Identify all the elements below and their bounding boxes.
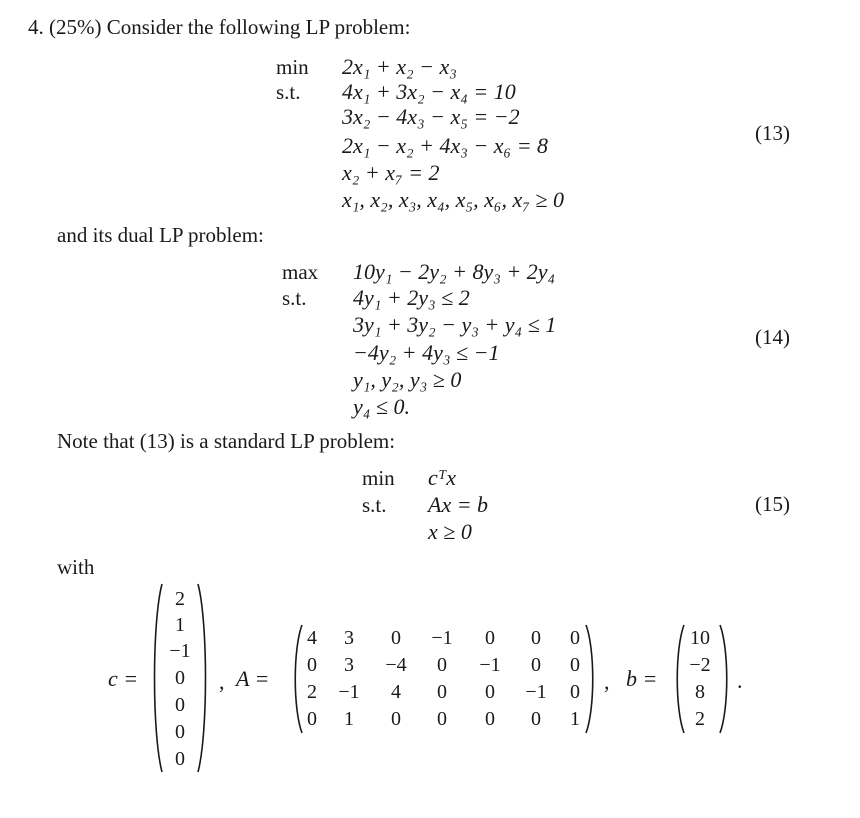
A-entry: 0	[570, 681, 580, 703]
A-entry: −1	[525, 681, 547, 703]
dual-st-keyword: s.t.	[282, 286, 307, 310]
A-entry: 3	[344, 627, 354, 649]
A-entry: 0	[570, 654, 580, 676]
primal-st-keyword: s.t.	[276, 80, 301, 104]
dual-objective: 10y₁ − 2y₂ + 8y₃ + 2y₄	[353, 259, 556, 284]
b-entry: −2	[689, 654, 711, 676]
separator-comma: ,	[219, 669, 225, 694]
c-label: c =	[108, 666, 139, 691]
A-entry: 0	[437, 654, 447, 676]
primal-constraint-1: 4x₁ + 3x₂ − x₄ = 10	[342, 79, 516, 104]
b-entry: 8	[695, 681, 705, 703]
b-entry: 10	[690, 627, 710, 649]
problem-weight: (25%)	[49, 15, 102, 39]
equation-number-13: (13)	[755, 121, 790, 145]
primal-constraint-4: x₂ + x₇ = 2	[342, 160, 440, 185]
A-entry: −1	[479, 654, 501, 676]
primal-min-keyword: min	[276, 55, 309, 79]
c-right-paren	[196, 582, 210, 774]
standard-objective: cᵀx	[428, 465, 457, 490]
A-entry: 0	[531, 627, 541, 649]
problem-header	[28, 17, 410, 38]
standard-st-keyword: s.t.	[362, 493, 387, 517]
A-entry: −4	[385, 654, 407, 676]
A-entry: 4	[391, 681, 401, 703]
A-entry: 0	[485, 681, 495, 703]
b-label: b =	[626, 666, 658, 691]
A-entry: 0	[307, 708, 317, 730]
A-entry: −1	[338, 681, 360, 703]
equation-number-15: (15)	[755, 492, 790, 516]
A-entry: 0	[485, 627, 495, 649]
b-right-paren	[718, 623, 732, 735]
A-entry: 0	[570, 627, 580, 649]
separator-comma: ,	[604, 669, 610, 694]
equation-number-14: (14)	[755, 325, 790, 349]
A-entry: 3	[344, 654, 354, 676]
dual-sign-constraint-1: y₁, y₂, y₃ ≥ 0	[353, 367, 462, 392]
A-entry: 0	[307, 654, 317, 676]
dual-constraint-2: 3y₁ + 3y₂ − y₃ + y₄ ≤ 1	[353, 312, 557, 337]
A-entry: 0	[531, 708, 541, 730]
A-entry: 4	[307, 627, 317, 649]
c-entry: 0	[175, 694, 185, 716]
c-entry: 2	[175, 588, 185, 610]
primal-constraint-3: 2x₁ − x₂ + 4x₃ − x₆ = 8	[342, 133, 549, 158]
problem-intro: Consider the following LP problem:	[106, 15, 411, 39]
primal-nonnegativity: x₁, x₂, x₃, x₄, x₅, x₆, x₇ ≥ 0	[342, 187, 564, 212]
A-entry: 0	[437, 708, 447, 730]
primal-objective: 2x₁ + x₂ − x₃	[342, 54, 457, 79]
standard-min-keyword: min	[362, 466, 395, 490]
A-entry: 1	[570, 708, 580, 730]
A-entry: 2	[307, 681, 317, 703]
standard-constraint-eq: Ax = b	[428, 492, 489, 517]
A-entry: −1	[431, 627, 453, 649]
c-entry: 1	[175, 614, 185, 636]
A-entry: 0	[531, 654, 541, 676]
problem-number: 4.	[28, 15, 44, 39]
end-period: .	[737, 668, 743, 693]
A-entry: 0	[437, 681, 447, 703]
A-entry: 0	[485, 708, 495, 730]
c-entry: 0	[175, 748, 185, 770]
b-entry: 2	[695, 708, 705, 730]
A-entry: 0	[391, 708, 401, 730]
c-entry: −1	[169, 640, 191, 662]
dual-sign-constraint-2: y₄ ≤ 0.	[353, 394, 410, 419]
dual-max-keyword: max	[282, 260, 319, 284]
primal-constraint-2: 3x₂ − 4x₃ − x₅ = −2	[342, 104, 520, 129]
A-label: A =	[236, 666, 270, 691]
note-text: Note that (13) is a standard LP problem:	[57, 429, 396, 453]
A-entry: 1	[344, 708, 354, 730]
c-entry: 0	[175, 721, 185, 743]
A-entry: 0	[391, 627, 401, 649]
c-entry: 0	[175, 667, 185, 689]
standard-constraint-nonneg: x ≥ 0	[428, 519, 472, 544]
dual-intro-text: and its dual LP problem:	[57, 223, 264, 247]
dual-constraint-1: 4y₁ + 2y₃ ≤ 2	[353, 285, 470, 310]
dual-constraint-3: −4y₂ + 4y₃ ≤ −1	[353, 340, 500, 365]
with-text: with	[57, 555, 95, 579]
